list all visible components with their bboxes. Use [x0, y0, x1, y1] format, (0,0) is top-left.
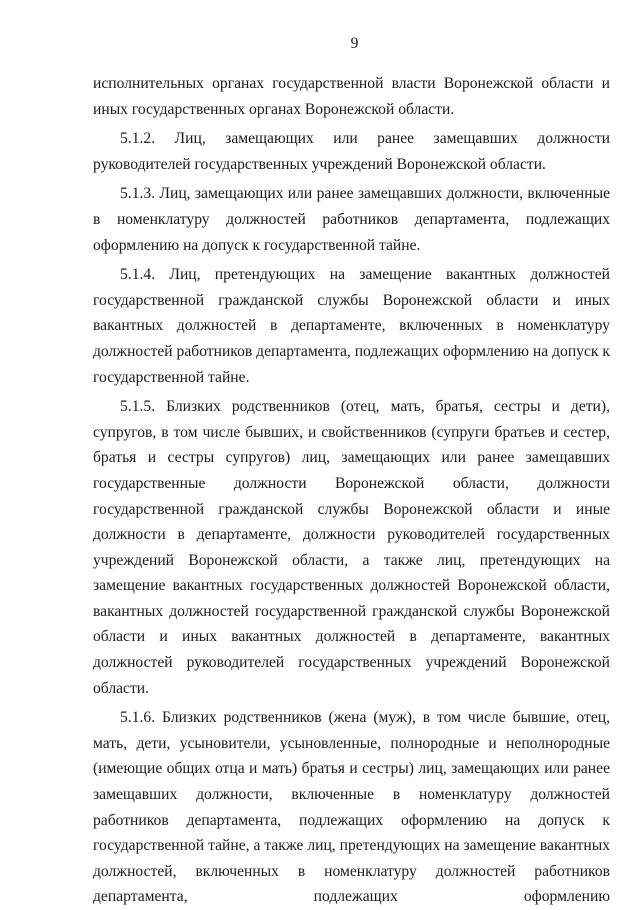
paragraph-5-1-2: 5.1.2. Лиц, замещающих или ранее замещавших должности руководителей государственных учреждений Воронежской области. — [93, 130, 610, 173]
page-body — [93, 71, 610, 910]
paragraph-5-1-5: 5.1.5. Близких родственников (отец, мать, братья, сестры и дети), супругов, в том числе бывших, и свойственников (супруги братьев и сестер, братья и сестры супругов) лиц, замещающих или ранее замещавших государственные должности Воронежской области, должности государственной гражданской службы Воронежской области и иные должности в департаменте, должности руководителей государственных учреждений Воронежской области, а также лиц, претендующих на замещение вакантных государственных должностей Воронежской области, вакантных должностей государственной гражданской службы Воронежской области и иных вакантных должностей в департаменте, вакантных должностей руководителей государственных учреждений Воронежской области. — [93, 398, 610, 697]
page-number: 9 — [350, 35, 359, 52]
paragraph-5-1-4: 5.1.4. Лиц, претендующих на замещение вакантных должностей государственной гражданской службы Воронежской области и иных вакантных должностей в департаменте, включенных в номенклатуру должностей работников департамента, подлежащих оформлению на допуск к государственной тайне. — [93, 266, 610, 386]
paragraph-continuation: исполнительных органах государственной власти Воронежской области и иных государственных органах Воронежской области. — [93, 75, 610, 118]
paragraph-5-1-6: 5.1.6. Близких родственников (жена (муж), в том числе бывшие, отец, мать, дети, усыновители, усыновленные, полнородные и неполнородные (имеющие общих отца и мать) братья и сестры) лиц, замещающих или ранее замещавших должности, включенные в номенклатуру должностей работников департамента, подлежащих оформлению на допуск к государственной тайне, а также лиц, претендующих на замещение вакантных должностей, включенных в номенклатуру должностей работников департамента, подлежащих оформлению — [93, 709, 610, 906]
paragraph-5-1-3: 5.1.3. Лиц, замещающих или ранее замещавших должности, включенные в номенклатуру должностей работников департамента, подлежащих оформлению на допуск к государственной тайне. — [93, 185, 610, 254]
